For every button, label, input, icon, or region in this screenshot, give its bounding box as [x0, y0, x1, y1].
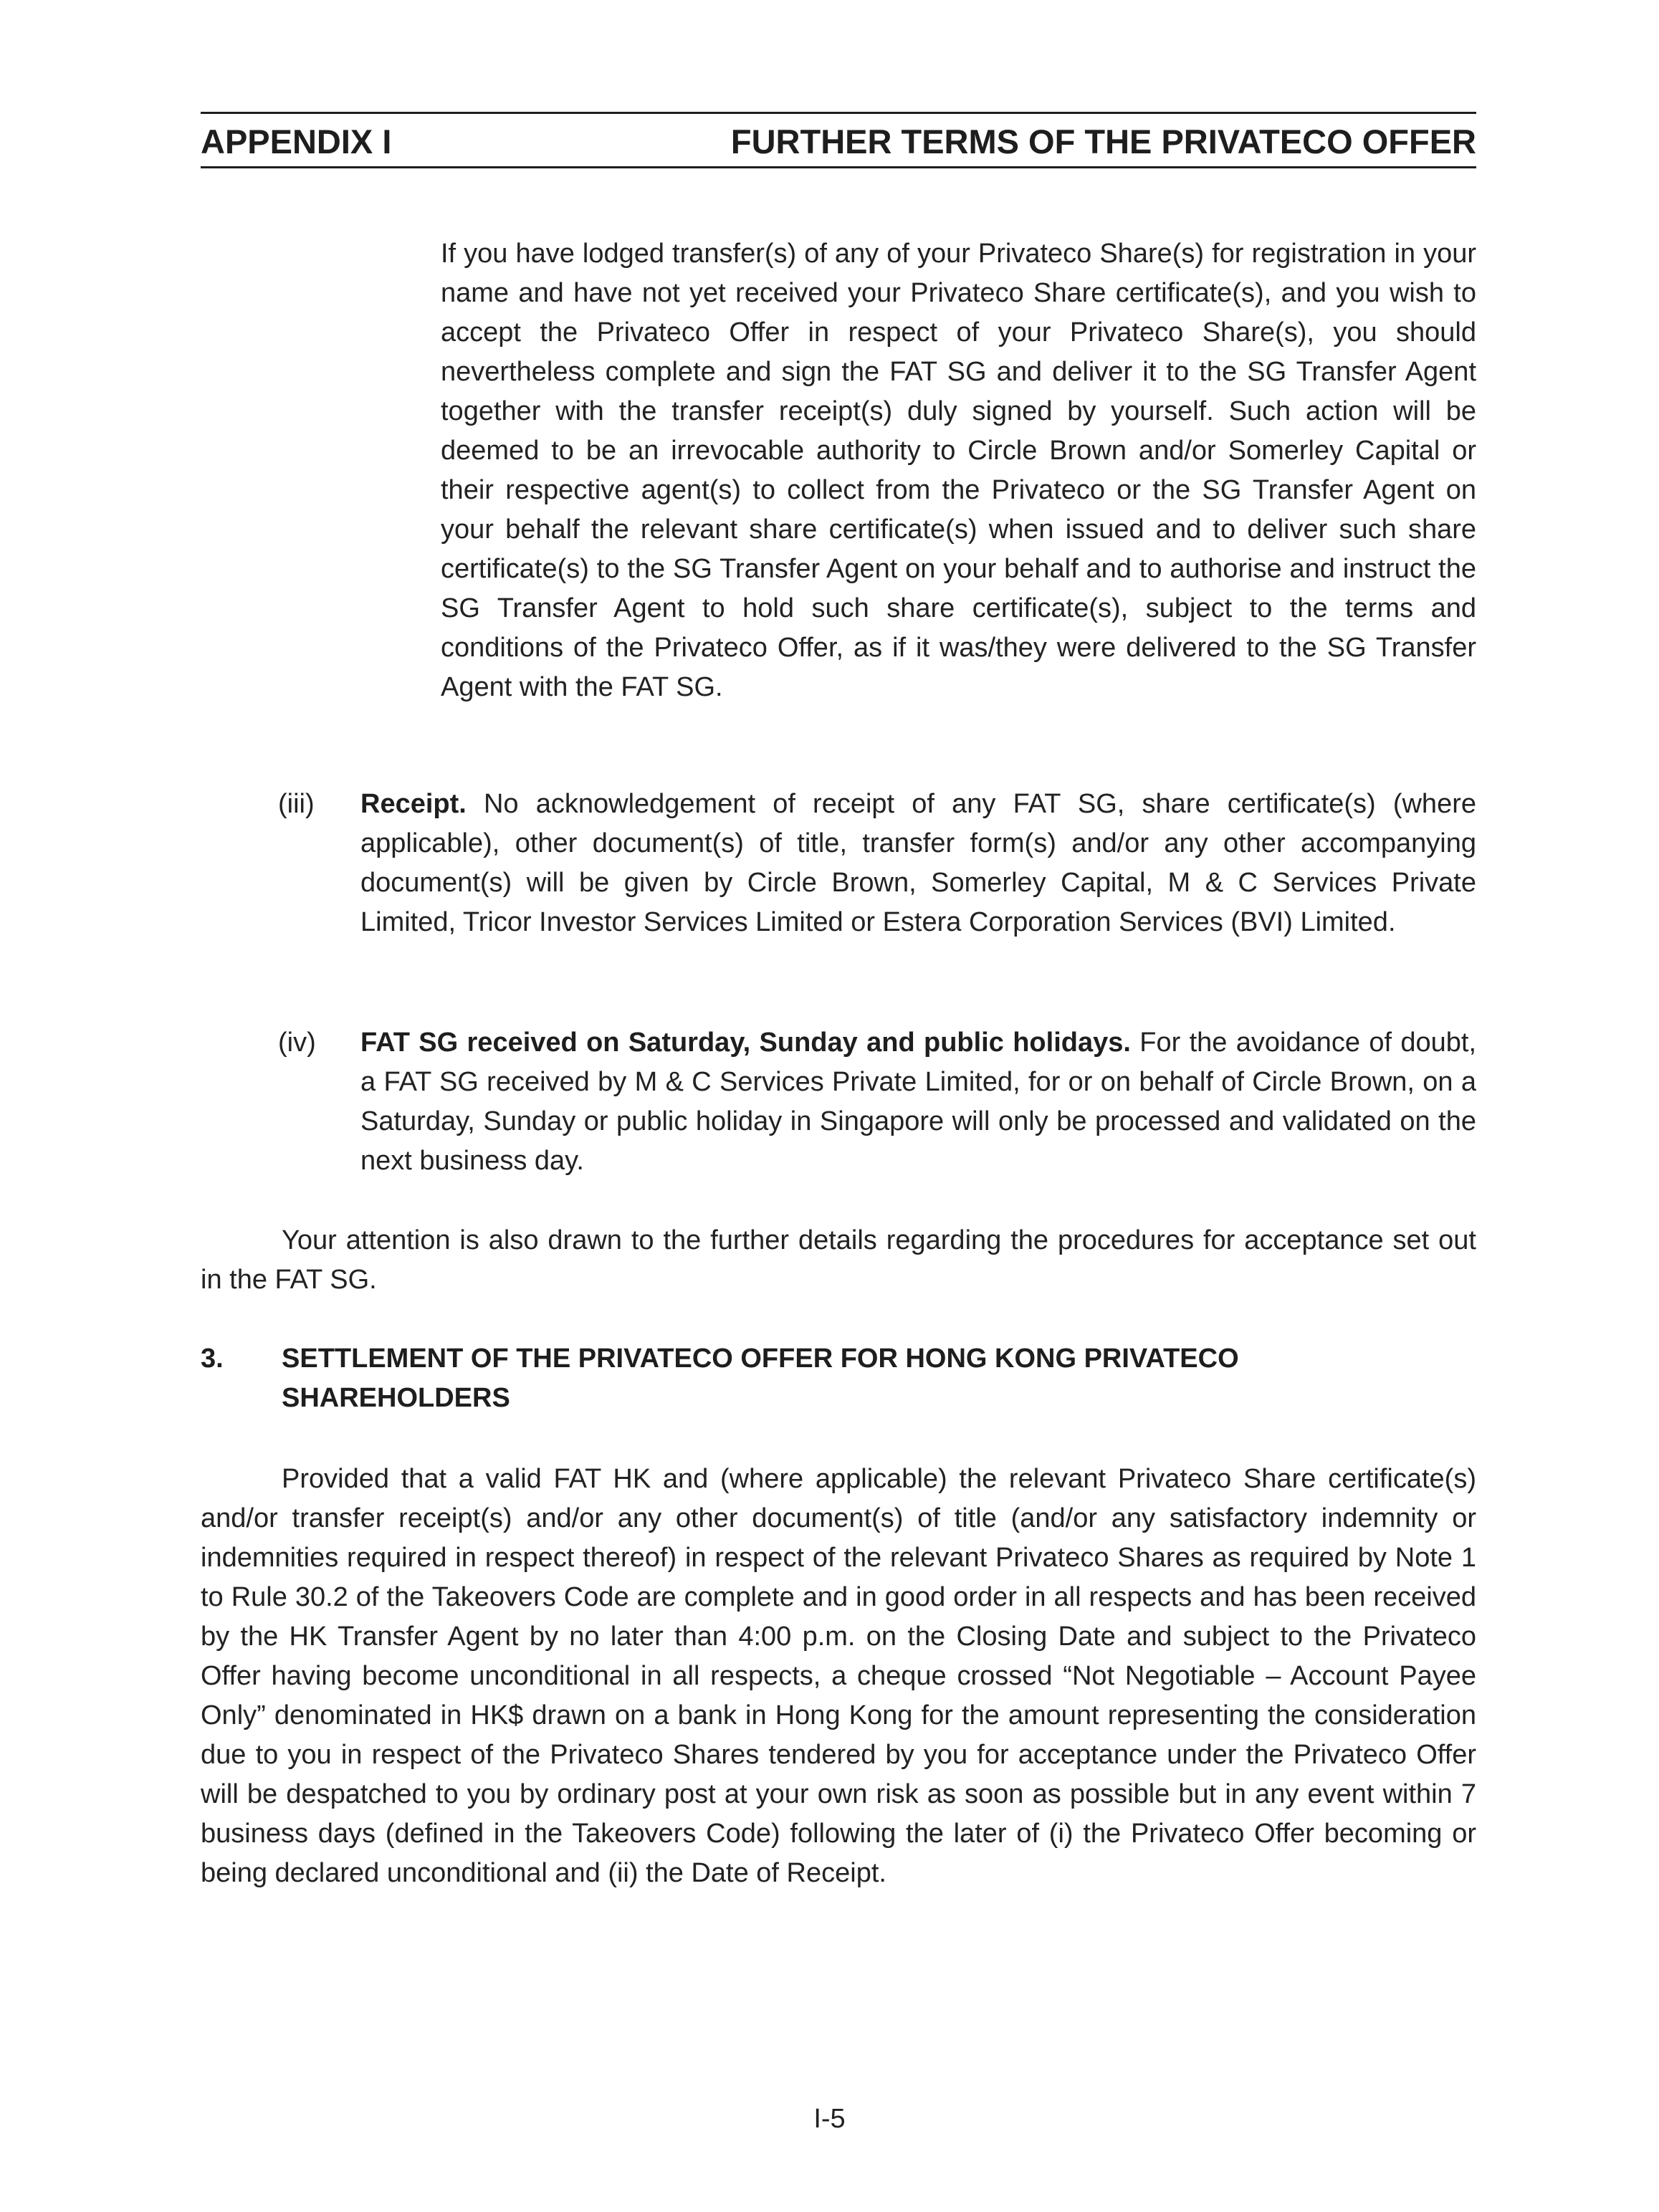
list-item-text: No acknowledgement of receipt of any FAT SG, share certificate(s) (where applicable), other document(s) of title, transfer form(s) and/or any other accompanying document(s) will be given by Circle Brown, Somerley Capital, M & C Services Private Limited, Tricor Investor Services Limited or Estera Corporation Services (BVI) Limited.: [360, 789, 1476, 937]
header-bottom-rule: [201, 166, 1476, 168]
list-item-number: (iv): [278, 1028, 316, 1058]
continuation-paragraph: If you have lodged transfer(s) of any of your Privateco Share(s) for registration in your name and have not yet received your Privateco Share certificate(s), and you wish to accept the Privateco Offer in respect of your Privateco Share(s), you should nevertheless complete and sign the FAT SG and deliver it to the SG Transfer Agent together with the transfer receipt(s) duly signed by yourself. Such action will be deemed to be an irrevocable authority to Circle Brown and/or Somerley Capital or their respective agent(s) to collect from the Privateco or the SG Transfer Agent on your behalf the relevant share certificate(s) when issued and to deliver such share certificate(s) to the SG Transfer Agent on your behalf and to authorise and instruct the SG Transfer Agent to hold such share certificate(s), subject to the terms and conditions of the Privateco Offer, as if it was/they were delivered to the SG Transfer Agent with the FAT SG.: [441, 239, 1476, 702]
appendix-title: FURTHER TERMS OF THE PRIVATECO OFFER: [730, 123, 1476, 161]
attention-paragraph: Your attention is also drawn to the further details regarding the procedures for acceptance set out in the FAT SG.: [201, 1225, 1476, 1295]
settlement-paragraph: Provided that a valid FAT HK and (where applicable) the relevant Privateco Share certificate(s) and/or transfer receipt(s) and/or any other document(s) of title (and/or any satisfactory indemnity or indemnities required in respect thereof) in respect of the relevant Privateco Shares as required by Note 1 to Rule 30.2 of the Takeovers Code are complete and in good order in all respects and has been received by the HK Transfer Agent by no later than 4:00 p.m. on the Closing Date and subject to the Privateco Offer having become unconditional in all respects, a cheque crossed “Not Negotiable – Account Payee Only” denominated in HK$ drawn on a bank in Hong Kong for the amount representing the consideration due to you in respect of the Privateco Shares tendered by you for acceptance under the Privateco Offer will be despatched to you by ordinary post at your own risk as soon as possible but in any event within 7 business days (defined in the Takeovers Code) following the later of (i) the Privateco Offer becoming or being declared unconditional and (ii) the Date of Receipt.: [201, 1464, 1476, 1888]
section-heading: SETTLEMENT OF THE PRIVATECO OFFER FOR HONG KONG PRIVATECO SHAREHOLDERS: [282, 1344, 1239, 1413]
appendix-label: APPENDIX I: [201, 123, 392, 161]
list-item-text: For the avoidance of doubt, a FAT SG received by M & C Services Private Limited, for or on behalf of Circle Brown, on a Saturday, Sunday or public holiday in Singapore will only be processed and validated on the next business day.: [360, 1028, 1476, 1176]
list-item-body: [360, 1023, 1476, 1181]
list-item-heading: Receipt.: [360, 789, 467, 819]
header-top-rule: [201, 112, 1476, 114]
list-item-heading: FAT SG received on Saturday, Sunday and public holidays.: [360, 1028, 1131, 1058]
page-number: I-5: [813, 2104, 846, 2134]
section-number: 3.: [201, 1344, 224, 1374]
list-item-body: [360, 785, 1476, 942]
list-item-number: (iii): [278, 789, 315, 819]
